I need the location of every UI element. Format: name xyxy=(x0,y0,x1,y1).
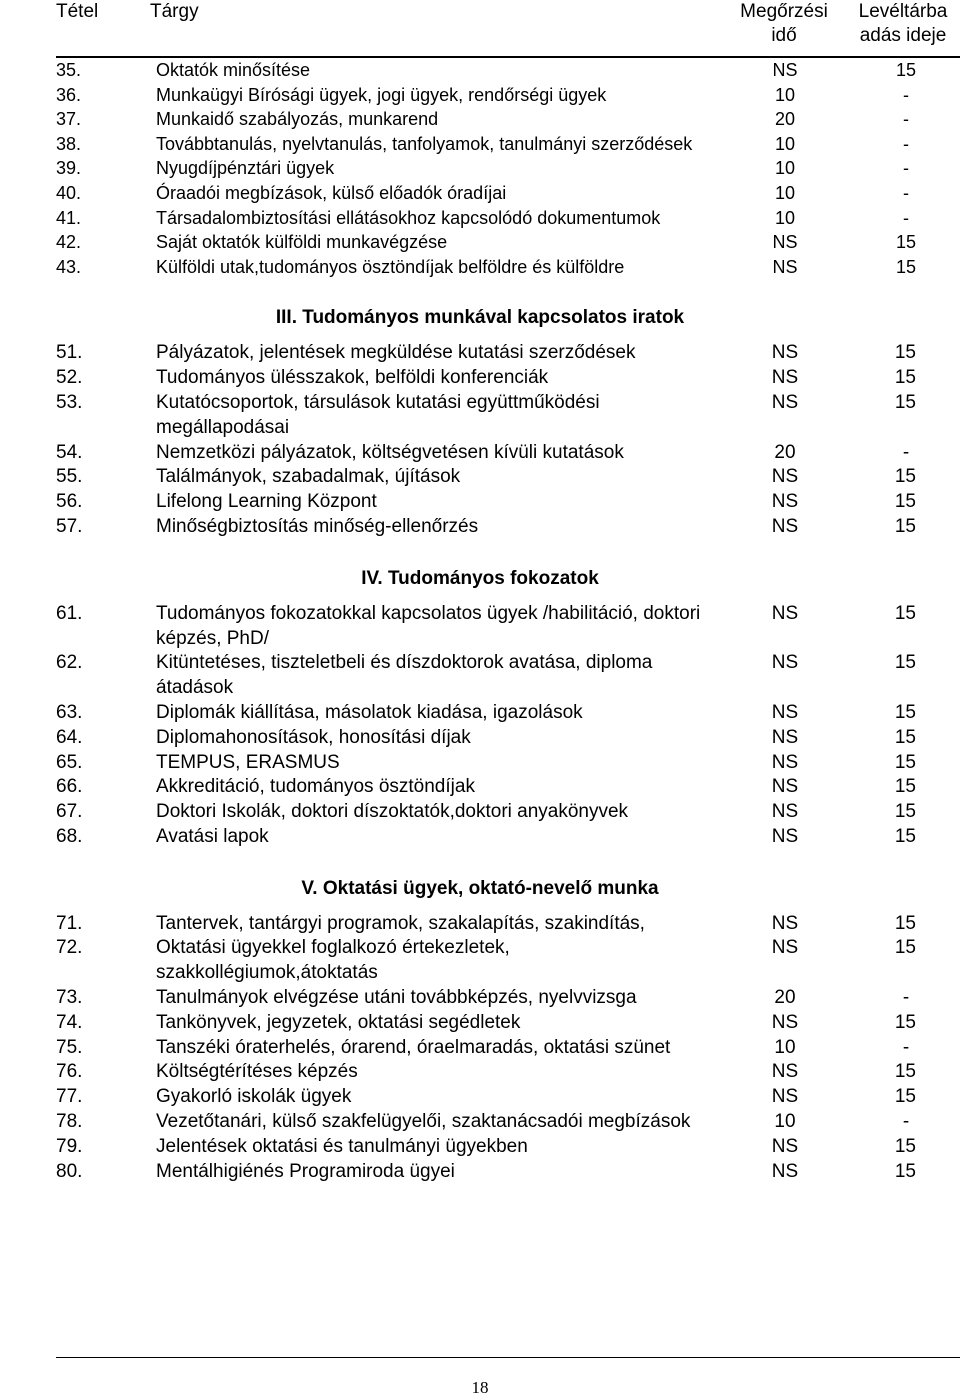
table-row xyxy=(0,83,960,108)
row-number: 51. xyxy=(56,342,83,364)
section-iii-title: III. Tudományos munkával kapcsolatos iratok xyxy=(275,307,685,329)
section-v-list xyxy=(0,912,960,1185)
row-number: 78. xyxy=(56,1111,83,1133)
row-archive: - xyxy=(903,207,909,228)
row-number: 40. xyxy=(56,182,82,203)
row-subject: Avatási lapok xyxy=(156,825,269,847)
table-row xyxy=(0,1036,960,1061)
row-subject: Tantervek, tantárgyi programok, szakalapítás, szakindítás, xyxy=(156,912,645,934)
row-number: 77. xyxy=(56,1086,83,1108)
table-row xyxy=(0,701,960,726)
row-archive: - xyxy=(902,441,910,463)
section-ii-list xyxy=(0,58,960,279)
row-subject: Akkreditáció, tudományos ösztöndíjak xyxy=(156,776,475,798)
row-number: 62. xyxy=(56,652,83,674)
section-iii-list xyxy=(0,341,960,539)
row-archive: 15 xyxy=(894,1160,916,1182)
footer-divider xyxy=(56,1357,960,1358)
row-retention: 20 xyxy=(774,109,796,130)
row-retention: NS xyxy=(771,1086,799,1108)
row-archive: - xyxy=(902,1036,910,1058)
row-retention: NS xyxy=(771,466,799,488)
row-number: 66. xyxy=(56,776,83,798)
table-row xyxy=(0,1135,960,1160)
row-retention: NS xyxy=(771,937,799,959)
header-megorzesi-line1: Megőrzési xyxy=(740,1,828,22)
table-row xyxy=(0,1011,960,1036)
row-archive: 15 xyxy=(894,726,916,748)
row-archive: 15 xyxy=(895,256,916,277)
row-subject: Kutatócsoportok, társulások kutatási együttműködési megállapodásai xyxy=(156,391,600,438)
row-subject: Pályázatok, jelentések megküldése kutatási szerződések xyxy=(156,342,636,364)
table-row xyxy=(0,156,960,181)
row-number: 36. xyxy=(56,84,82,105)
table-row xyxy=(0,515,960,540)
table-row xyxy=(0,181,960,206)
row-subject: Oktatók minősítése xyxy=(156,60,311,80)
row-archive: 15 xyxy=(894,342,916,364)
table-row xyxy=(0,206,960,231)
row-subject: Jelentések oktatási és tanulmányi ügyekben xyxy=(156,1135,528,1157)
row-subject: Tudományos ülésszakok, belföldi konferenciák xyxy=(156,367,549,389)
row-subject: Nyugdíjpénztári ügyek xyxy=(156,158,335,179)
row-retention: NS xyxy=(771,701,799,723)
table-row xyxy=(0,230,960,255)
row-subject: Tankönyvek, jegyzetek, oktatási segédletek xyxy=(156,1011,521,1033)
header-leveltar-line2: adás ideje xyxy=(859,25,947,46)
row-number: 67. xyxy=(56,801,83,823)
row-retention: 20 xyxy=(774,441,796,463)
row-number: 56. xyxy=(56,491,83,513)
table-row xyxy=(0,391,960,441)
table-row xyxy=(0,751,960,776)
row-archive: - xyxy=(903,158,909,179)
row-archive: 15 xyxy=(894,1011,916,1033)
header-leveltar-line1: Levéltárba xyxy=(858,1,948,22)
row-subject: Találmányok, szabadalmak, újítások xyxy=(156,466,461,488)
row-number: 52. xyxy=(56,367,83,389)
row-subject: Óraadói megbízások, külső előadók óradíjai xyxy=(156,182,507,203)
row-retention: NS xyxy=(772,232,798,253)
header-megorzesi xyxy=(732,0,836,48)
header-leveltar xyxy=(850,0,956,48)
row-retention: 10 xyxy=(774,1036,796,1058)
row-retention: 10 xyxy=(774,84,796,105)
table-row xyxy=(0,602,960,652)
row-number: 57. xyxy=(56,515,83,537)
row-subject: Saját oktatók külföldi munkavégzése xyxy=(156,232,448,253)
row-retention: NS xyxy=(771,1061,799,1083)
row-number: 75. xyxy=(56,1036,83,1058)
row-retention: 10 xyxy=(774,133,796,154)
row-subject: Mentálhigiénés Programiroda ügyei xyxy=(156,1160,455,1182)
row-archive: 15 xyxy=(894,1086,916,1108)
row-archive: 15 xyxy=(894,491,916,513)
row-archive: 15 xyxy=(894,751,916,773)
section-v-title: V. Oktatási ügyek, oktató-nevelő munka xyxy=(301,877,659,899)
row-subject: Minőségbiztosítás minőség-ellenőrzés xyxy=(156,515,479,537)
table-row xyxy=(0,107,960,132)
row-retention: 10 xyxy=(774,1111,796,1133)
row-number: 73. xyxy=(56,987,83,1009)
row-archive: 15 xyxy=(894,825,916,847)
table-row xyxy=(0,800,960,825)
row-retention: NS xyxy=(771,367,799,389)
row-archive: 15 xyxy=(895,232,916,253)
row-number: 79. xyxy=(56,1135,83,1157)
row-number: 76. xyxy=(56,1061,83,1083)
row-retention: NS xyxy=(771,776,799,798)
row-subject: Nemzetközi pályázatok, költségvetésen kívüli kutatások xyxy=(156,441,624,463)
row-subject: Doktori Iskolák, doktori díszoktatók,doktori anyakönyvek xyxy=(156,801,629,823)
table-row xyxy=(0,825,960,850)
row-number: 68. xyxy=(56,825,83,847)
table-row xyxy=(0,651,960,701)
table-header xyxy=(0,0,960,58)
row-number: 42. xyxy=(56,232,82,253)
row-number: 71. xyxy=(56,912,83,934)
row-archive: 15 xyxy=(894,701,916,723)
table-row xyxy=(0,366,960,391)
row-retention: NS xyxy=(771,652,799,674)
row-number: 38. xyxy=(56,133,82,154)
row-archive: 15 xyxy=(894,912,916,934)
row-archive: 15 xyxy=(894,776,916,798)
row-retention: 10 xyxy=(774,158,796,179)
table-row xyxy=(0,1160,960,1185)
row-retention: NS xyxy=(771,391,799,413)
row-retention: NS xyxy=(771,342,799,364)
row-retention: NS xyxy=(771,491,799,513)
row-retention: NS xyxy=(772,256,798,277)
row-archive: - xyxy=(903,133,909,154)
header-megorzesi-line2: idő xyxy=(771,25,797,46)
row-archive: 15 xyxy=(894,652,916,674)
row-retention: NS xyxy=(772,60,798,80)
row-retention: NS xyxy=(771,801,799,823)
row-archive: 15 xyxy=(894,1061,916,1083)
row-number: 54. xyxy=(56,441,83,463)
row-number: 37. xyxy=(56,109,82,130)
row-number: 74. xyxy=(56,1011,83,1033)
row-number: 80. xyxy=(56,1160,83,1182)
row-retention: NS xyxy=(771,1135,799,1157)
table-row xyxy=(0,936,960,986)
row-number: 53. xyxy=(56,391,83,413)
row-retention: NS xyxy=(771,515,799,537)
row-subject: Diplomahonosítások, honosítási díjak xyxy=(156,726,471,748)
page-number: 18 xyxy=(471,1378,489,1397)
row-retention: NS xyxy=(771,1011,799,1033)
table-row xyxy=(0,255,960,280)
row-subject: Továbbtanulás, nyelvtanulás, tanfolyamok, tanulmányi szerződések xyxy=(156,133,693,154)
header-tetel: Tétel xyxy=(56,1,99,22)
row-archive: - xyxy=(902,987,910,1009)
row-archive: 15 xyxy=(894,801,916,823)
row-archive: 15 xyxy=(895,60,916,80)
row-archive: - xyxy=(903,84,909,105)
row-archive: 15 xyxy=(894,391,916,413)
row-archive: 15 xyxy=(894,466,916,488)
row-subject: Diplomák kiállítása, másolatok kiadása, igazolások xyxy=(156,701,583,723)
row-subject: Költségtérítéses képzés xyxy=(156,1061,358,1083)
row-number: 63. xyxy=(56,701,83,723)
table-row xyxy=(0,1060,960,1085)
row-retention: NS xyxy=(771,751,799,773)
row-subject: Tanulmányok elvégzése utáni továbbképzés, nyelvvizsga xyxy=(156,987,637,1009)
row-archive: 15 xyxy=(894,1135,916,1157)
row-subject: Vezetőtanári, külső szakfelügyelői, szaktanácsadói megbízások xyxy=(156,1111,691,1133)
row-retention: 10 xyxy=(774,207,796,228)
row-number: 35. xyxy=(56,60,82,80)
row-number: 39. xyxy=(56,158,82,179)
table-row xyxy=(0,465,960,490)
section-iv-title: IV. Tudományos fokozatok xyxy=(361,567,599,589)
table-row xyxy=(0,726,960,751)
row-retention: NS xyxy=(771,912,799,934)
table-row xyxy=(0,1110,960,1135)
table-row xyxy=(0,490,960,515)
section-iv-list xyxy=(0,602,960,850)
row-number: 65. xyxy=(56,751,83,773)
table-row xyxy=(0,441,960,466)
row-subject: Munkaügyi Bírósági ügyek, jogi ügyek, rendőrségi ügyek xyxy=(156,84,607,105)
row-number: 72. xyxy=(56,937,83,959)
table-row xyxy=(0,341,960,366)
table-row xyxy=(0,986,960,1011)
row-retention: 10 xyxy=(774,182,796,203)
row-number: 61. xyxy=(56,602,83,624)
table-row xyxy=(0,912,960,937)
row-retention: NS xyxy=(771,825,799,847)
row-subject: Gyakorló iskolák ügyek xyxy=(156,1086,352,1108)
row-retention: 20 xyxy=(774,987,796,1009)
table-row xyxy=(0,1085,960,1110)
row-subject: Tudományos fokozatokkal kapcsolatos ügyek /habilitáció, doktori képzés, PhD/ xyxy=(156,602,701,649)
table-row xyxy=(0,132,960,157)
row-archive: - xyxy=(903,109,909,130)
row-number: 41. xyxy=(56,207,82,228)
table-row xyxy=(0,775,960,800)
row-archive: - xyxy=(902,1111,910,1133)
row-subject: Oktatási ügyekkel foglalkozó értekezletek, szakkollégiumok,átoktatás xyxy=(156,937,510,984)
row-archive: 15 xyxy=(894,937,916,959)
row-subject: Munkaidő szabályozás, munkarend xyxy=(156,109,439,130)
row-retention: NS xyxy=(771,602,799,624)
row-subject: Külföldi utak,tudományos ösztöndíjak belföldre és külföldre xyxy=(156,256,625,277)
row-archive: 15 xyxy=(894,515,916,537)
row-archive: - xyxy=(903,182,909,203)
row-subject: TEMPUS, ERASMUS xyxy=(156,751,340,773)
row-subject: Tanszéki óraterhelés, órarend, óraelmaradás, oktatási szünet xyxy=(156,1036,671,1058)
document-body xyxy=(0,58,960,1184)
row-subject: Lifelong Learning Központ xyxy=(156,491,377,513)
row-subject: Társadalombiztosítási ellátásokhoz kapcsolódó dokumentumok xyxy=(156,207,661,228)
row-retention: NS xyxy=(771,1160,799,1182)
row-number: 43. xyxy=(56,256,82,277)
row-retention: NS xyxy=(771,726,799,748)
row-subject: Kitüntetéses, tiszteletbeli és díszdoktorok avatása, diploma átadások xyxy=(156,652,653,699)
table-row xyxy=(0,58,960,83)
row-archive: 15 xyxy=(894,602,916,624)
row-number: 64. xyxy=(56,726,83,748)
row-number: 55. xyxy=(56,466,83,488)
header-targy: Tárgy xyxy=(150,1,199,22)
row-archive: 15 xyxy=(894,367,916,389)
